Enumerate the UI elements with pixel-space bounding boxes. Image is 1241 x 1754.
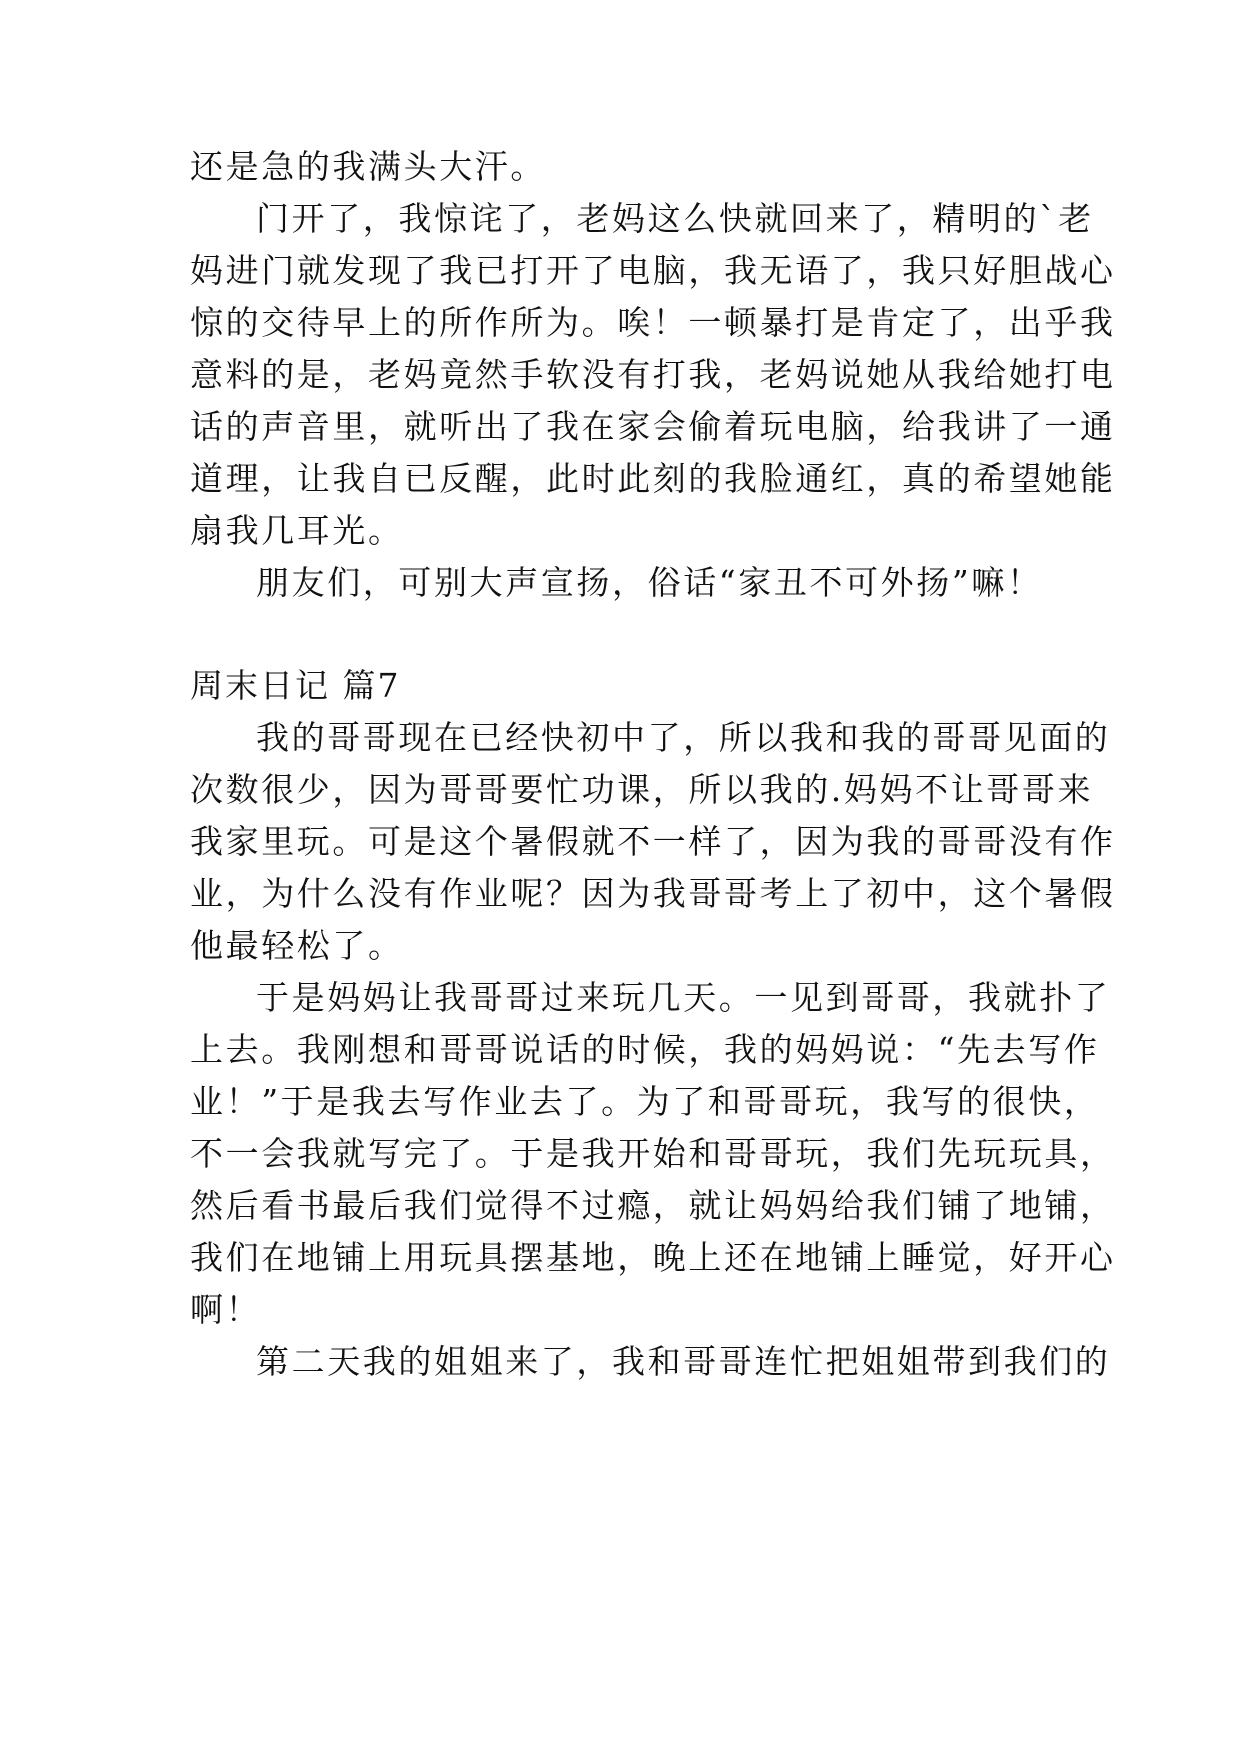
text-line: 惊的交待早上的所作所为。唉！一顿暴打是肯定了，出乎我 — [190, 303, 1116, 342]
text-line: 啊！ — [190, 1290, 262, 1329]
text-line: 然后看书最后我们觉得不过瘾，就让妈妈给我们铺了地铺， — [190, 1186, 1116, 1225]
text-line: 道理，让我自已反醒，此时此刻的我脸通红，真的希望她能 — [190, 459, 1116, 498]
text-line: 上去。我刚想和哥哥说话的时候，我的妈妈说：“先去写作 — [190, 1030, 1100, 1069]
section-heading: 周末日记 篇7 — [190, 666, 401, 705]
text-line: 次数很少，因为哥哥要忙功课，所以我的.妈妈不让哥哥来 — [190, 770, 1094, 809]
text-line: 第二天我的姐姐来了，我和哥哥连忙把姐姐带到我们的 — [256, 1342, 1111, 1381]
text-line: 话的声音里，就听出了我在家会偷着玩电脑，给我讲了一通 — [190, 407, 1116, 446]
text-line: 我们在地铺上用玩具摆基地，晚上还在地铺上睡觉，好开心 — [190, 1238, 1116, 1277]
text-line: 我的哥哥现在已经快初中了，所以我和我的哥哥见面的 — [256, 718, 1111, 757]
text-line: 我家里玩。可是这个暑假就不一样了，因为我的哥哥没有作 — [190, 822, 1116, 861]
text-line: 业！”于是我去写作业去了。为了和哥哥玩，我写的很快， — [190, 1082, 1100, 1121]
text-line: 业，为什么没有作业呢？因为我哥哥考上了初中，这个暑假 — [190, 874, 1116, 913]
text-line: 门开了，我惊诧了，老妈这么快就回来了，精明的`老 — [256, 199, 1094, 238]
text-line: 扇我几耳光。 — [190, 511, 404, 550]
text-line: 朋友们，可别大声宣扬，俗话“家丑不可外扬”嘛！ — [256, 563, 1043, 602]
text-line: 还是急的我满头大汗。 — [190, 147, 546, 186]
text-line: 妈进门就发现了我已打开了电脑，我无语了，我只好胆战心 — [190, 251, 1116, 290]
text-line: 意料的是，老妈竟然手软没有打我，老妈说她从我给她打电 — [190, 355, 1116, 394]
text-line: 他最轻松了。 — [190, 926, 404, 965]
text-line: 不一会我就写完了。于是我开始和哥哥玩，我们先玩玩具， — [190, 1134, 1116, 1173]
text-line: 于是妈妈让我哥哥过来玩几天。一见到哥哥，我就扑了 — [256, 978, 1111, 1017]
